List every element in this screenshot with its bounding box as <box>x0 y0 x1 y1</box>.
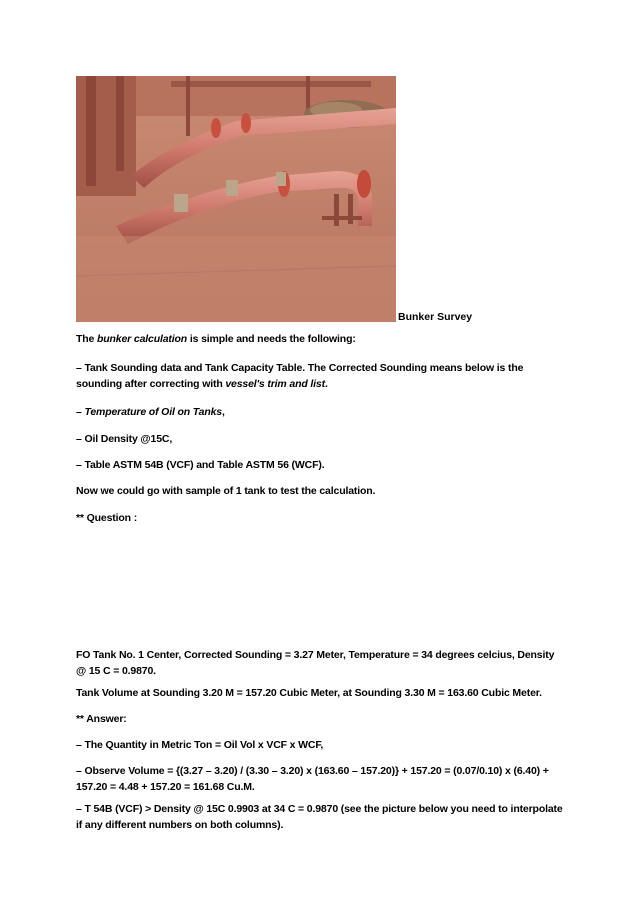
requirement-astm-tables: – Table ASTM 54B (VCF) and Table ASTM 56 (WCF). <box>76 459 325 471</box>
image-caption: Bunker Survey <box>398 311 473 323</box>
answer-formula: – The Quantity in Metric Ton = Oil Vol x VCF x WCF, <box>76 739 324 751</box>
ship-deck-pipes-photo <box>76 76 396 322</box>
answer-observe-volume: – Observe Volume = {(3.27 – 3.20) / (3.30 – 3.20) x (163.60 – 157.20)} + 157.20 = (0.07/0.10) x (6.40) + 157.20 = 4.48 + 157.20 = 161.68 Cu.M. <box>76 765 549 793</box>
tank-volume-text: Tank Volume at Sounding 3.20 M = 157.20 Cubic Meter, at Sounding 3.30 M = 163.60 Cubic Meter. <box>76 687 542 699</box>
intro-paragraph: The bunker calculation is simple and needs the following: <box>76 333 356 345</box>
requirement-sounding: – Tank Sounding data and Tank Capacity Table. The Corrected Sounding means below is the sounding after correcting with vessel's trim and list. <box>76 362 524 390</box>
answer-label: ** Answer: <box>76 713 127 725</box>
sample-intro: Now we could go with sample of 1 tank to test the calculation. <box>76 485 376 497</box>
requirement-temperature: – Temperature of Oil on Tanks, <box>76 406 225 418</box>
question-label: ** Question : <box>76 512 138 524</box>
answer-vcf: – T 54B (VCF) > Density @ 15C 0.9903 at 34 C = 0.9870 (see the picture below you need to interpolate if any different numbers on both columns). <box>76 803 563 831</box>
question-text: FO Tank No. 1 Center, Corrected Sounding = 3.27 Meter, Temperature = 34 degrees celcius, Density @ 15 C = 0.9870. <box>76 649 555 677</box>
requirement-density: – Oil Density @15C, <box>76 433 173 445</box>
